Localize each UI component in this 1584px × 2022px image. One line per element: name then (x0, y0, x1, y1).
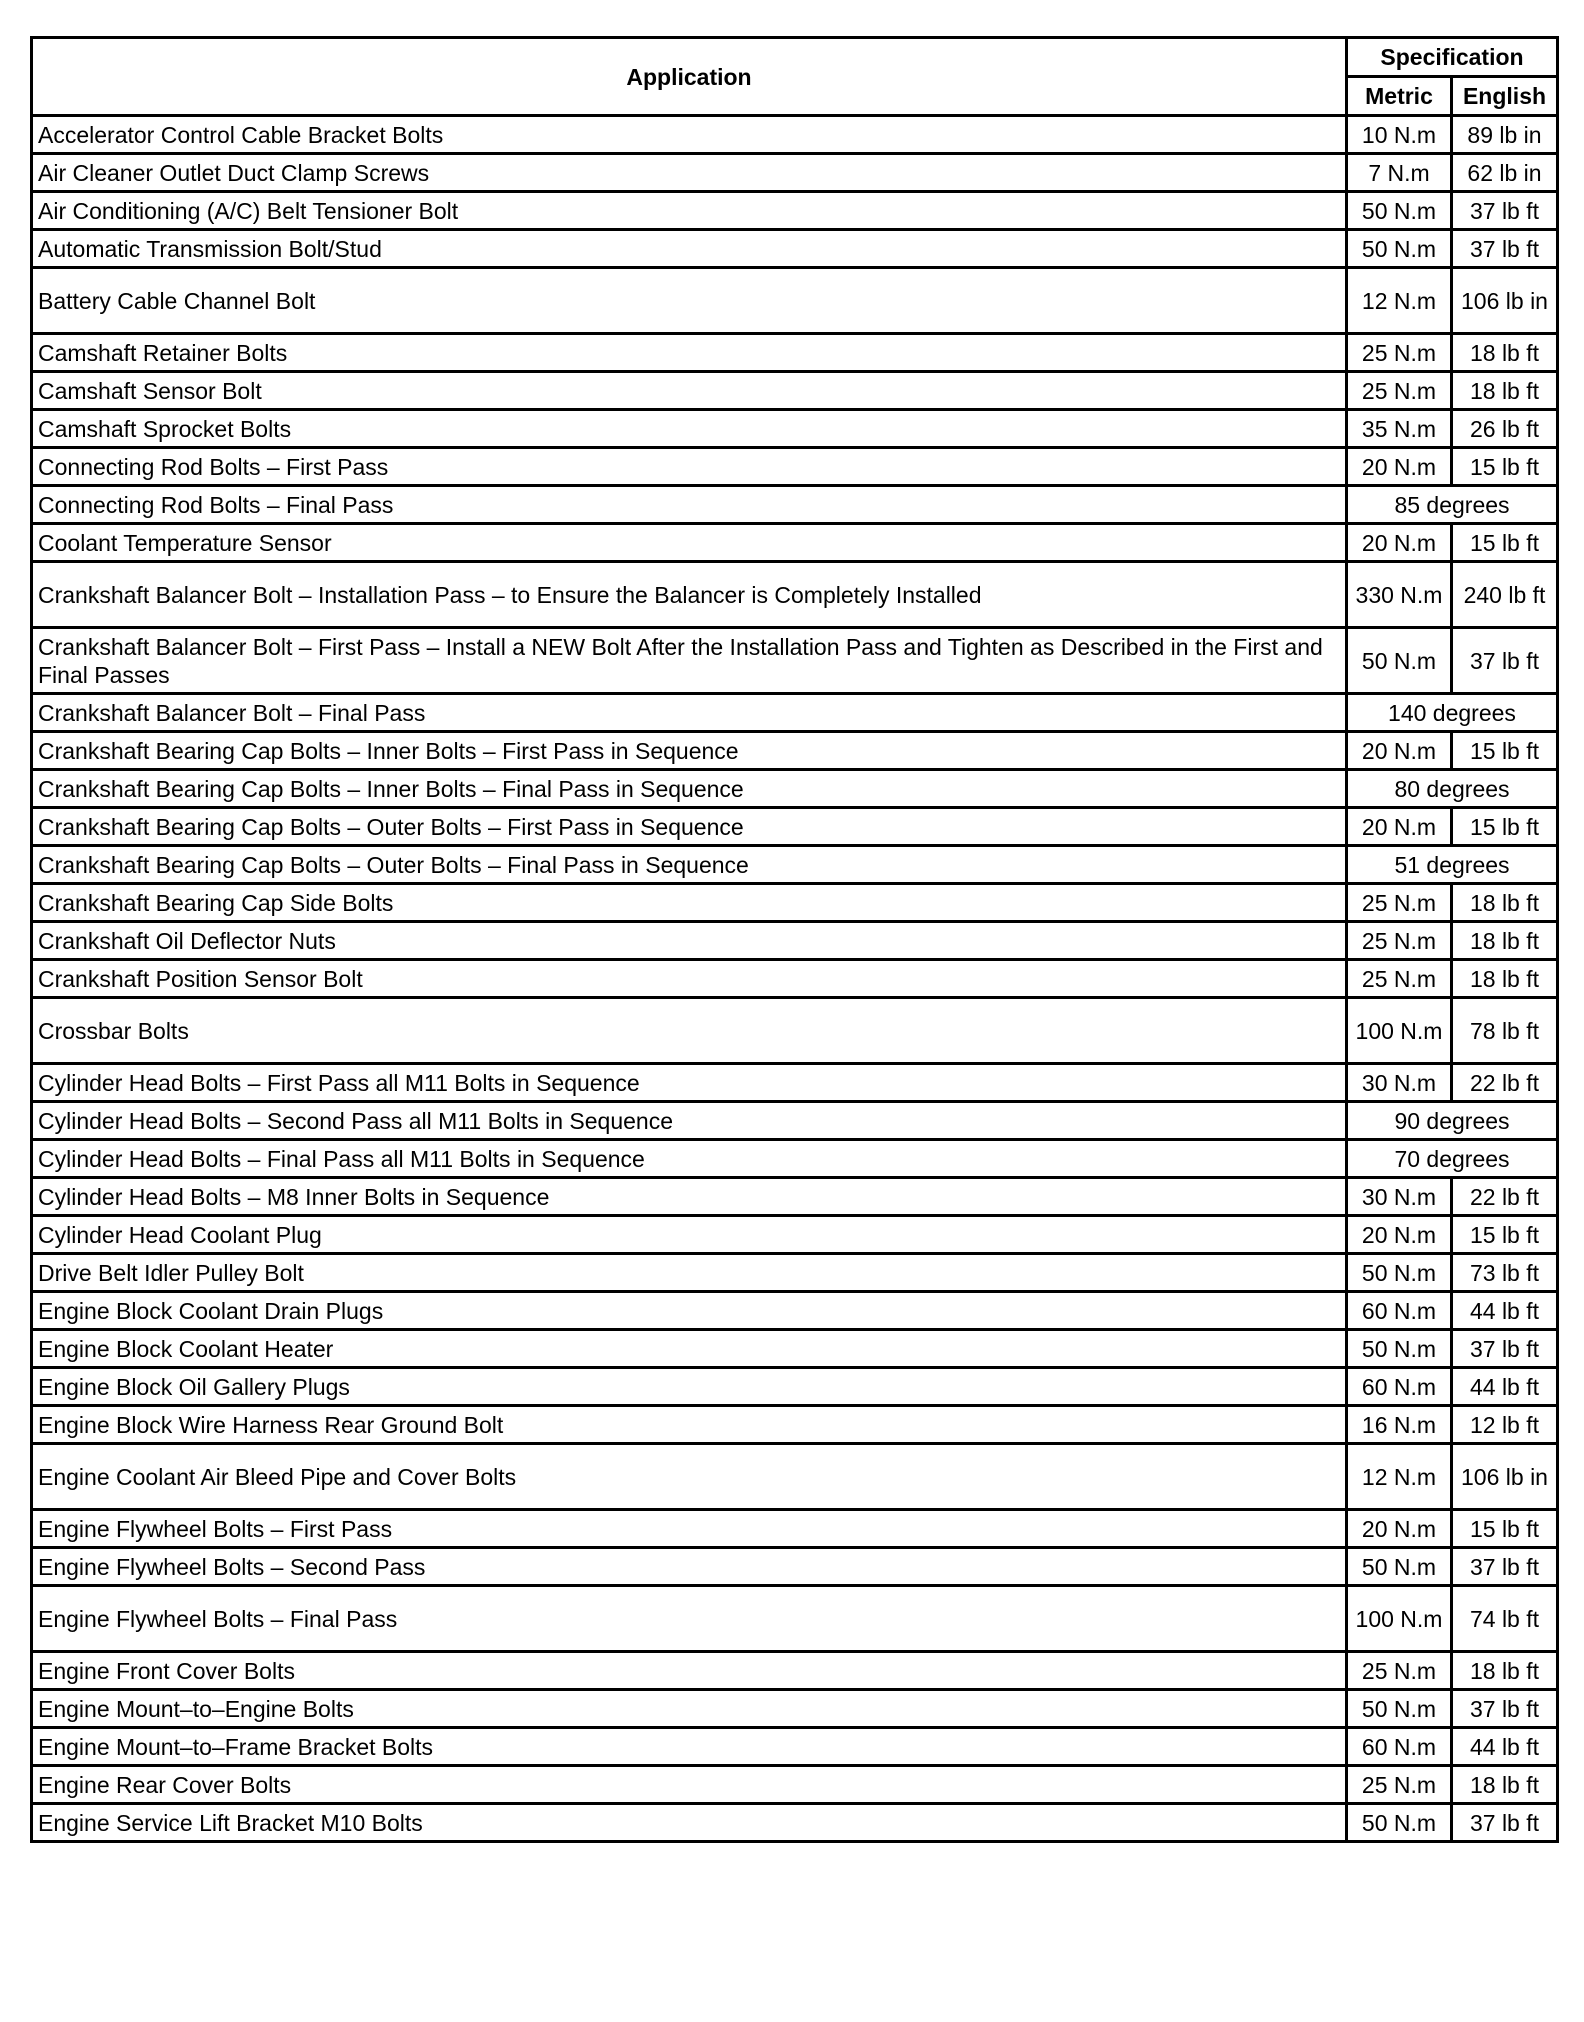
table-row (32, 1368, 1558, 1406)
metric-cell: 30 N.m (1347, 1064, 1452, 1102)
metric-cell: 50 N.m (1347, 1254, 1452, 1292)
table-row (32, 1330, 1558, 1368)
table-row (32, 1292, 1558, 1330)
table-row (32, 562, 1558, 628)
table-row (32, 1444, 1558, 1510)
metric-cell: 330 N.m (1347, 562, 1452, 628)
metric-cell: 50 N.m (1347, 1330, 1452, 1368)
application-cell: Engine Service Lift Bracket M10 Bolts (32, 1804, 1347, 1842)
english-cell: 37 lb ft (1452, 1690, 1558, 1728)
table-row (32, 998, 1558, 1064)
table-row (32, 1690, 1558, 1728)
table-row (32, 808, 1558, 846)
application-cell: Engine Flywheel Bolts – Final Pass (32, 1586, 1347, 1652)
metric-cell: 35 N.m (1347, 410, 1452, 448)
english-cell: 18 lb ft (1452, 334, 1558, 372)
application-cell: Accelerator Control Cable Bracket Bolts (32, 116, 1347, 154)
application-cell: Crossbar Bolts (32, 998, 1347, 1064)
application-cell: Engine Block Coolant Heater (32, 1330, 1347, 1368)
application-cell: Air Conditioning (A/C) Belt Tensioner Bolt (32, 192, 1347, 230)
application-cell: Crankshaft Bearing Cap Side Bolts (32, 884, 1347, 922)
application-cell: Crankshaft Position Sensor Bolt (32, 960, 1347, 998)
table-row (32, 372, 1558, 410)
english-cell: 18 lb ft (1452, 1766, 1558, 1804)
english-cell: 74 lb ft (1452, 1586, 1558, 1652)
metric-cell: 60 N.m (1347, 1368, 1452, 1406)
application-cell: Crankshaft Bearing Cap Bolts – Outer Bolts – First Pass in Sequence (32, 808, 1347, 846)
header-metric: Metric (1347, 77, 1452, 116)
metric-cell: 20 N.m (1347, 732, 1452, 770)
table-row (32, 1728, 1558, 1766)
english-cell: 18 lb ft (1452, 884, 1558, 922)
table-row (32, 1216, 1558, 1254)
english-cell: 12 lb ft (1452, 1406, 1558, 1444)
english-cell: 44 lb ft (1452, 1728, 1558, 1766)
application-cell: Engine Block Wire Harness Rear Ground Bolt (32, 1406, 1347, 1444)
application-cell: Engine Flywheel Bolts – First Pass (32, 1510, 1347, 1548)
table-row (32, 486, 1558, 524)
table-header (32, 38, 1558, 116)
application-cell: Drive Belt Idler Pulley Bolt (32, 1254, 1347, 1292)
table-row (32, 1140, 1558, 1178)
table-row (32, 884, 1558, 922)
application-cell: Engine Block Oil Gallery Plugs (32, 1368, 1347, 1406)
english-cell: 18 lb ft (1452, 1652, 1558, 1690)
metric-cell: 100 N.m (1347, 1586, 1452, 1652)
english-cell: 26 lb ft (1452, 410, 1558, 448)
metric-cell: 25 N.m (1347, 334, 1452, 372)
metric-cell: 20 N.m (1347, 524, 1452, 562)
english-cell: 106 lb in (1452, 1444, 1558, 1510)
header-application: Application (32, 38, 1347, 116)
english-cell: 15 lb ft (1452, 448, 1558, 486)
application-cell: Cylinder Head Coolant Plug (32, 1216, 1347, 1254)
metric-cell: 20 N.m (1347, 1510, 1452, 1548)
application-cell: Cylinder Head Bolts – Final Pass all M11 Bolts in Sequence (32, 1140, 1347, 1178)
combined-spec-cell: 90 degrees (1347, 1102, 1558, 1140)
application-cell: Coolant Temperature Sensor (32, 524, 1347, 562)
english-cell: 78 lb ft (1452, 998, 1558, 1064)
application-cell: Engine Coolant Air Bleed Pipe and Cover Bolts (32, 1444, 1347, 1510)
metric-cell: 50 N.m (1347, 1548, 1452, 1586)
metric-cell: 50 N.m (1347, 628, 1452, 694)
table-row (32, 230, 1558, 268)
metric-cell: 25 N.m (1347, 372, 1452, 410)
english-cell: 44 lb ft (1452, 1292, 1558, 1330)
application-cell: Cylinder Head Bolts – Second Pass all M11 Bolts in Sequence (32, 1102, 1347, 1140)
table-row (32, 628, 1558, 694)
metric-cell: 100 N.m (1347, 998, 1452, 1064)
table-row (32, 334, 1558, 372)
application-cell: Engine Mount–to–Engine Bolts (32, 1690, 1347, 1728)
metric-cell: 25 N.m (1347, 960, 1452, 998)
application-cell: Engine Rear Cover Bolts (32, 1766, 1347, 1804)
header-english: English (1452, 77, 1558, 116)
table-row (32, 154, 1558, 192)
english-cell: 15 lb ft (1452, 732, 1558, 770)
metric-cell: 20 N.m (1347, 808, 1452, 846)
combined-spec-cell: 85 degrees (1347, 486, 1558, 524)
metric-cell: 50 N.m (1347, 1690, 1452, 1728)
metric-cell: 25 N.m (1347, 922, 1452, 960)
application-cell: Cylinder Head Bolts – M8 Inner Bolts in Sequence (32, 1178, 1347, 1216)
english-cell: 37 lb ft (1452, 1804, 1558, 1842)
english-cell: 37 lb ft (1452, 628, 1558, 694)
table-row (32, 268, 1558, 334)
metric-cell: 12 N.m (1347, 268, 1452, 334)
application-cell: Cylinder Head Bolts – First Pass all M11 Bolts in Sequence (32, 1064, 1347, 1102)
table-row (32, 1178, 1558, 1216)
table-row (32, 448, 1558, 486)
metric-cell: 30 N.m (1347, 1178, 1452, 1216)
table-row (32, 1804, 1558, 1842)
table-row (32, 770, 1558, 808)
application-cell: Camshaft Sprocket Bolts (32, 410, 1347, 448)
metric-cell: 12 N.m (1347, 1444, 1452, 1510)
torque-spec-table (30, 36, 1559, 1843)
application-cell: Crankshaft Balancer Bolt – Installation Pass – to Ensure the Balancer is Completely Installed (32, 562, 1347, 628)
application-cell: Crankshaft Oil Deflector Nuts (32, 922, 1347, 960)
application-cell: Crankshaft Bearing Cap Bolts – Inner Bolts – Final Pass in Sequence (32, 770, 1347, 808)
metric-cell: 25 N.m (1347, 884, 1452, 922)
english-cell: 37 lb ft (1452, 192, 1558, 230)
table-body (32, 116, 1558, 1842)
table-row (32, 116, 1558, 154)
metric-cell: 20 N.m (1347, 448, 1452, 486)
combined-spec-cell: 140 degrees (1347, 694, 1558, 732)
metric-cell: 7 N.m (1347, 154, 1452, 192)
english-cell: 22 lb ft (1452, 1064, 1558, 1102)
metric-cell: 50 N.m (1347, 230, 1452, 268)
english-cell: 15 lb ft (1452, 524, 1558, 562)
application-cell: Engine Mount–to–Frame Bracket Bolts (32, 1728, 1347, 1766)
table-row (32, 1586, 1558, 1652)
english-cell: 44 lb ft (1452, 1368, 1558, 1406)
english-cell: 15 lb ft (1452, 808, 1558, 846)
metric-cell: 25 N.m (1347, 1766, 1452, 1804)
metric-cell: 25 N.m (1347, 1652, 1452, 1690)
metric-cell: 50 N.m (1347, 1804, 1452, 1842)
combined-spec-cell: 51 degrees (1347, 846, 1558, 884)
table-row (32, 1102, 1558, 1140)
application-cell: Battery Cable Channel Bolt (32, 268, 1347, 334)
table-row (32, 1510, 1558, 1548)
table-row (32, 1064, 1558, 1102)
english-cell: 62 lb in (1452, 154, 1558, 192)
english-cell: 37 lb ft (1452, 230, 1558, 268)
table-row (32, 1766, 1558, 1804)
table-row (32, 846, 1558, 884)
combined-spec-cell: 70 degrees (1347, 1140, 1558, 1178)
english-cell: 73 lb ft (1452, 1254, 1558, 1292)
application-cell: Camshaft Sensor Bolt (32, 372, 1347, 410)
table-row (32, 192, 1558, 230)
table-row (32, 960, 1558, 998)
metric-cell: 10 N.m (1347, 116, 1452, 154)
table-row (32, 922, 1558, 960)
english-cell: 15 lb ft (1452, 1216, 1558, 1254)
english-cell: 37 lb ft (1452, 1330, 1558, 1368)
english-cell: 15 lb ft (1452, 1510, 1558, 1548)
application-cell: Automatic Transmission Bolt/Stud (32, 230, 1347, 268)
table-row (32, 1548, 1558, 1586)
english-cell: 18 lb ft (1452, 922, 1558, 960)
english-cell: 106 lb in (1452, 268, 1558, 334)
english-cell: 18 lb ft (1452, 372, 1558, 410)
application-cell: Connecting Rod Bolts – First Pass (32, 448, 1347, 486)
metric-cell: 60 N.m (1347, 1728, 1452, 1766)
table-row (32, 1254, 1558, 1292)
english-cell: 18 lb ft (1452, 960, 1558, 998)
application-cell: Crankshaft Balancer Bolt – Final Pass (32, 694, 1347, 732)
table-row (32, 410, 1558, 448)
table-row (32, 694, 1558, 732)
english-cell: 89 lb in (1452, 116, 1558, 154)
table-row (32, 524, 1558, 562)
english-cell: 240 lb ft (1452, 562, 1558, 628)
metric-cell: 16 N.m (1347, 1406, 1452, 1444)
application-cell: Camshaft Retainer Bolts (32, 334, 1347, 372)
english-cell: 22 lb ft (1452, 1178, 1558, 1216)
application-cell: Air Cleaner Outlet Duct Clamp Screws (32, 154, 1347, 192)
english-cell: 37 lb ft (1452, 1548, 1558, 1586)
application-cell: Connecting Rod Bolts – Final Pass (32, 486, 1347, 524)
metric-cell: 60 N.m (1347, 1292, 1452, 1330)
application-cell: Crankshaft Bearing Cap Bolts – Inner Bolts – First Pass in Sequence (32, 732, 1347, 770)
application-cell: Engine Front Cover Bolts (32, 1652, 1347, 1690)
application-cell: Crankshaft Balancer Bolt – First Pass – Install a NEW Bolt After the Installation Pass and Tighten as Described in the First and Final Passes (32, 628, 1347, 694)
application-cell: Crankshaft Bearing Cap Bolts – Outer Bolts – Final Pass in Sequence (32, 846, 1347, 884)
table-row (32, 1652, 1558, 1690)
application-cell: Engine Block Coolant Drain Plugs (32, 1292, 1347, 1330)
metric-cell: 50 N.m (1347, 192, 1452, 230)
header-specification: Specification (1347, 38, 1558, 77)
combined-spec-cell: 80 degrees (1347, 770, 1558, 808)
table-row (32, 732, 1558, 770)
metric-cell: 20 N.m (1347, 1216, 1452, 1254)
table-row (32, 1406, 1558, 1444)
application-cell: Engine Flywheel Bolts – Second Pass (32, 1548, 1347, 1586)
